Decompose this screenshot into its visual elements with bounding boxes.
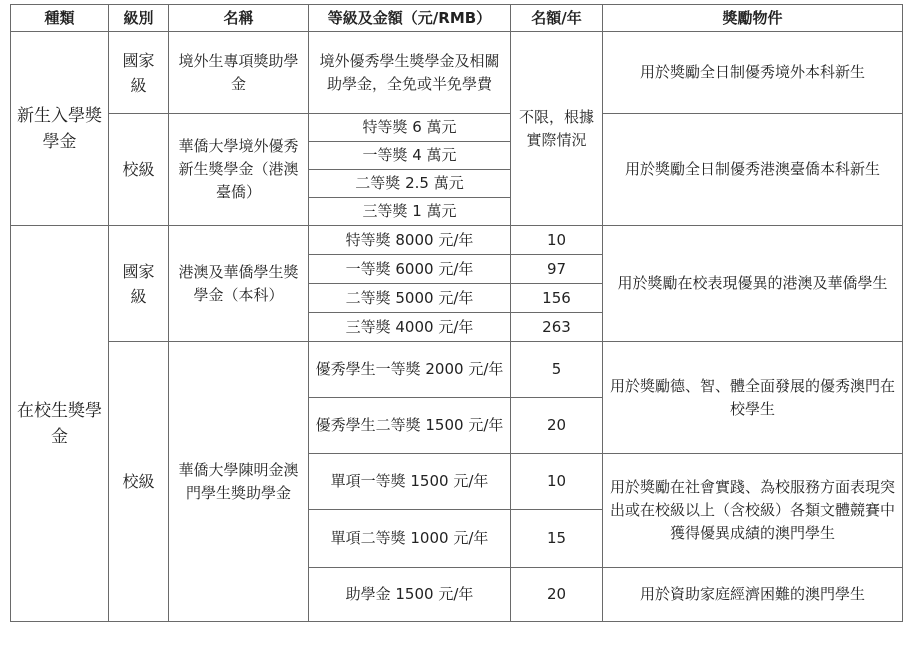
quota-cell: 15: [511, 510, 603, 568]
quota-cell: 不限，根據實際情況: [511, 32, 603, 226]
scholarship-name: 境外生專項獎助學金: [169, 32, 309, 114]
amount-cell: 三等獎 4000 元/年: [309, 313, 511, 342]
quota-cell: 263: [511, 313, 603, 342]
quota-cell: 10: [511, 454, 603, 510]
scholarship-name: 華僑大學境外優秀新生獎學金（港澳臺僑）: [169, 114, 309, 226]
amount-cell: 一等獎 6000 元/年: [309, 255, 511, 284]
scholarship-name: 港澳及華僑學生獎學金（本科）: [169, 226, 309, 342]
amount-cell: 境外優秀學生獎學金及相關助學金，全免或半免學費: [309, 32, 511, 114]
header-amount: 等級及金額（元/RMB）: [309, 5, 511, 32]
amount-cell: 優秀學生二等獎 1500 元/年: [309, 398, 511, 454]
target-cell: 用於獎勵德、智、體全面發展的優秀澳門在校學生: [603, 342, 903, 454]
level-school: 校級: [109, 114, 169, 226]
level-national: 國家級: [109, 226, 169, 342]
amount-cell: 特等獎 6 萬元: [309, 114, 511, 142]
amount-cell: 二等獎 5000 元/年: [309, 284, 511, 313]
amount-cell: 一等獎 4 萬元: [309, 142, 511, 170]
table-row: [11, 342, 903, 398]
header-quota: 名額/年: [511, 5, 603, 32]
header-target: 獎勵物件: [603, 5, 903, 32]
quota-cell: 97: [511, 255, 603, 284]
header-category: 種類: [11, 5, 109, 32]
target-cell: 用於獎勵在校表現優異的港澳及華僑學生: [603, 226, 903, 342]
target-cell: 用於資助家庭經濟困難的澳門學生: [603, 568, 903, 622]
header-row: [11, 5, 903, 32]
level-school: 校級: [109, 342, 169, 622]
category-new-students: 新生入學獎學金: [11, 32, 109, 226]
quota-cell: 20: [511, 568, 603, 622]
header-level: 級別: [109, 5, 169, 32]
target-cell: 用於獎勵全日制優秀港澳臺僑本科新生: [603, 114, 903, 226]
level-national: 國家級: [109, 32, 169, 114]
quota-cell: 20: [511, 398, 603, 454]
amount-cell: 三等獎 1 萬元: [309, 198, 511, 226]
target-cell: 用於獎勵在社會實踐、為校服務方面表現突出或在校級以上（含校級）各類文體競賽中獲得優異成績的澳門學生: [603, 454, 903, 568]
header-name: 名稱: [169, 5, 309, 32]
target-cell: 用於獎勵全日制優秀境外本科新生: [603, 32, 903, 114]
amount-cell: 二等獎 2.5 萬元: [309, 170, 511, 198]
scholarship-name: 華僑大學陳明金澳門學生獎助學金: [169, 342, 309, 622]
quota-cell: 5: [511, 342, 603, 398]
table-row: [11, 226, 903, 255]
quota-cell: 156: [511, 284, 603, 313]
amount-cell: 單項二等獎 1000 元/年: [309, 510, 511, 568]
table-row: [11, 32, 903, 114]
quota-cell: 10: [511, 226, 603, 255]
amount-cell: 特等獎 8000 元/年: [309, 226, 511, 255]
table-row: [11, 114, 903, 142]
amount-cell: 助學金 1500 元/年: [309, 568, 511, 622]
amount-cell: 優秀學生一等獎 2000 元/年: [309, 342, 511, 398]
scholarship-table: [10, 4, 903, 622]
category-current-students: 在校生獎學金: [11, 226, 109, 622]
amount-cell: 單項一等獎 1500 元/年: [309, 454, 511, 510]
